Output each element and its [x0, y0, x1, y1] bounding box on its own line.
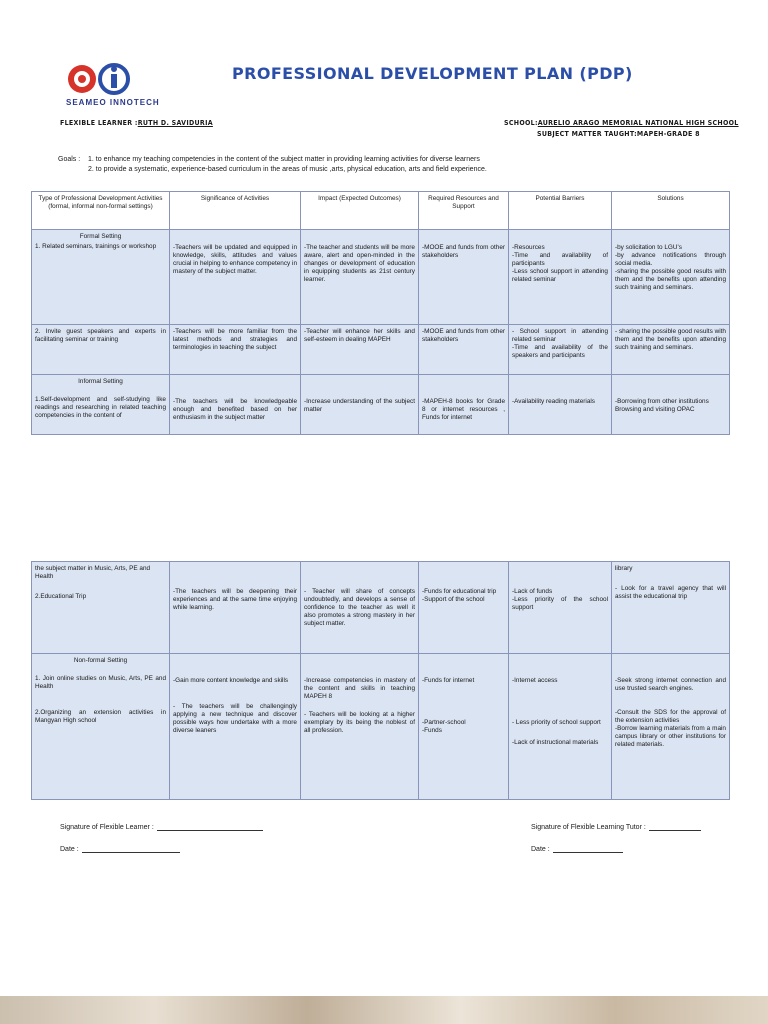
- resource-item: -Support of the school: [422, 596, 485, 603]
- resources-cell: [419, 654, 509, 800]
- barrier-item: - Less priority of school support: [512, 719, 601, 726]
- table-row: [32, 562, 730, 654]
- tutor-date-label: Date :: [531, 846, 550, 853]
- barrier-item: -Lack of instructional materials: [512, 739, 599, 746]
- resource-item: -Funds for educational trip: [422, 588, 497, 595]
- significance-cell: -The teachers will be knowledgeable enough and benefited based on her enthusiasm in the subject matter: [170, 375, 301, 435]
- goals: [58, 155, 487, 175]
- seameo-logo: [64, 62, 160, 112]
- tutor-signature: [531, 823, 701, 831]
- section-label-formal: Formal Setting: [79, 233, 122, 240]
- solutions-cell: [612, 230, 730, 325]
- learner-date-line[interactable]: [82, 845, 180, 853]
- solution-item: -sharing the possible good results with them and the benefits upon attending such training and seminars.: [615, 268, 726, 291]
- impact-item: - Teachers will be looking at a higher exemplary by its being the noblest of all profession.: [304, 711, 415, 734]
- significance-cell: -The teachers will be deepening their experiences and at the same time enjoying while learning.: [170, 562, 301, 654]
- activity-text: 2.Educational Trip: [35, 593, 87, 600]
- activity-text: 1. Related seminars, trainings or workshop: [35, 243, 157, 250]
- type-cell: [32, 230, 170, 325]
- significance-item: - The teachers will be challengingly applying a new technique and discover possible ways how undertake with a more diverse leaners: [173, 703, 297, 734]
- impact-cell: - Teacher will share of concepts undoubtedly, and develops a sense of confidence to the teacher as well it also promotes a strong mastery in her subject matter.: [301, 562, 419, 654]
- barriers-cell: [509, 562, 612, 654]
- goal-2: 2. to provide a systematic, experience-based curriculum in the areas of music ,arts, physical education, arts and field experience.: [88, 166, 487, 173]
- solution-continued: library: [615, 565, 633, 572]
- subject-label: SUBJECT MATTER TAUGHT:: [537, 130, 637, 138]
- barrier-item: -Lack of funds: [512, 588, 553, 595]
- impact-item: -Increase competencies in mastery of the content and skills in teaching MAPEH 8: [304, 677, 415, 700]
- barrier-item: -Less priority of the school support: [512, 596, 608, 611]
- table-row: [32, 654, 730, 800]
- school-name: AURELIO ARAGO MEMORIAL NATIONAL HIGH SCHOOL: [537, 119, 739, 127]
- barriers-cell: [509, 654, 612, 800]
- solution-item: Browsing and visiting OPAC: [615, 406, 695, 413]
- resource-item: -Funds for internet: [422, 677, 475, 684]
- goals-label: Goals :: [58, 156, 81, 163]
- header-impact: Impact (Expected Outcomes): [301, 192, 419, 230]
- learner-date-label: Date :: [60, 846, 79, 853]
- activity-text: 1.Self-development and self-studying like readings and researching in related teaching competencies in the content of: [35, 396, 166, 419]
- header-resources: Required Resources and Support: [419, 192, 509, 230]
- barrier-item: -Time and availability of the speakers and participants: [512, 344, 608, 359]
- activity-text: 2.Organizing an extension activities in Mangyan High school: [35, 709, 166, 724]
- resources-cell: -MOOE and funds from other stakeholders: [419, 230, 509, 325]
- type-cell: [32, 562, 170, 654]
- barrier-item: -Less school support in attending related seminar: [512, 268, 608, 283]
- solutions-cell: - sharing the possible good results with them and the benefits upon attending such training and seminars.: [612, 325, 730, 375]
- barriers-cell: [509, 325, 612, 375]
- page-title: PROFESSIONAL DEVELOPMENT PLAN (PDP): [232, 64, 633, 83]
- footer-decoration: [0, 996, 768, 1024]
- solutions-cell: [612, 654, 730, 800]
- impact-cell: [301, 654, 419, 800]
- solution-item: -by solicitation to LGU's: [615, 244, 682, 251]
- significance-cell: -Teachers will be updated and equipped in knowledge, skills, attitudes and values crucial in helping to enhance competency in mastery of the subject matter.: [170, 230, 301, 325]
- table-row: [32, 230, 730, 325]
- tutor-date-line[interactable]: [553, 845, 623, 853]
- impact-cell: -Teacher will enhance her skills and self-esteem in dealing MAPEH: [301, 325, 419, 375]
- learner-date: [60, 845, 180, 853]
- solution-item: -Seek strong internet connection and use trusted search engines.: [615, 677, 726, 692]
- section-label-informal: Informal Setting: [78, 378, 123, 385]
- solution-item: -Consult the SDS for the approval of the extension activities: [615, 709, 726, 724]
- table-row: [32, 325, 730, 375]
- tutor-signature-line[interactable]: [649, 823, 701, 831]
- impact-cell: -The teacher and students will be more aware, alert and open-minded in the changes or development of education in equipping students as 21st century learner.: [301, 230, 419, 325]
- pdp-table-2: [31, 561, 730, 800]
- logo-text: SEAMEO INNOTECH: [66, 98, 160, 107]
- header-significance: Significance of Activities: [170, 192, 301, 230]
- learner-name: RUTH D. SAVIDURIA: [137, 119, 213, 127]
- solutions-cell: [612, 375, 730, 435]
- pdp-table-1: [31, 191, 730, 435]
- subject-value: MAPEH-GRADE 8: [636, 130, 700, 138]
- resource-item: -Partner-school: [422, 719, 466, 726]
- tutor-signature-label: Signature of Flexible Learning Tutor :: [531, 824, 646, 831]
- solution-item: -Borrow learning materials from a main campus library or other institutions for related materials.: [615, 725, 726, 748]
- table-header-row: [32, 192, 730, 230]
- section-label-nonformal: Non-formal Setting: [73, 657, 128, 664]
- barriers-cell: -Availability reading materials: [509, 375, 612, 435]
- tutor-date: [531, 845, 623, 853]
- type-cell: [32, 654, 170, 800]
- learner-label: FLEXIBLE LEARNER :: [60, 119, 138, 127]
- barrier-item: -Time and availability of participants: [512, 252, 608, 267]
- type-cell: [32, 375, 170, 435]
- resources-cell: -MOOE and funds from other stakeholders: [419, 325, 509, 375]
- barrier-item: - School support in attending related seminar: [512, 328, 608, 343]
- learner-signature-label: Signature of Flexible Learner :: [60, 824, 154, 831]
- significance-item: -Gain more content knowledge and skills: [173, 677, 289, 684]
- impact-cell: -Increase understanding of the subject matter: [301, 375, 419, 435]
- type-cell: 2. Invite guest speakers and experts in facilitating seminar or training: [32, 325, 170, 375]
- header-type: Type of Professional Development Activities (formal, informal non-formal settings): [32, 192, 170, 230]
- barriers-cell: [509, 230, 612, 325]
- resource-item: -Funds: [422, 727, 442, 734]
- activity-text: 1. Join online studies on Music, Arts, PE and Health: [35, 675, 166, 690]
- solution-item: -Borrowing from other institutions: [615, 398, 709, 405]
- solutions-cell: [612, 562, 730, 654]
- resources-cell: [419, 562, 509, 654]
- barrier-item: -Internet access: [512, 677, 558, 684]
- flexible-learner: [60, 119, 213, 127]
- significance-cell: -Teachers will be more familiar from the latest methods and strategies and terminologies in teaching the subject: [170, 325, 301, 375]
- subject-taught: [537, 130, 700, 138]
- barrier-item: -Resources: [512, 244, 545, 251]
- resources-cell: -MAPEH-8 books for Grade 8 or internet resources , Funds for internet: [419, 375, 509, 435]
- learner-signature-line[interactable]: [157, 823, 263, 831]
- school: [504, 119, 739, 127]
- table-row: [32, 375, 730, 435]
- school-label: SCHOOL:: [504, 119, 538, 127]
- header-barriers: Potential Barriers: [509, 192, 612, 230]
- significance-cell: [170, 654, 301, 800]
- learner-signature: [60, 823, 263, 831]
- header-solutions: Solutions: [612, 192, 730, 230]
- solution-item: -by advance notifications through social media.: [615, 252, 726, 267]
- goal-1: 1. to enhance my teaching competencies in the content of the subject matter in providing learning activities for diverse learners: [88, 156, 480, 163]
- solution-item: - Look for a travel agency that will assist the educational trip: [615, 585, 726, 600]
- activity-continued: the subject matter in Music, Arts, PE and Health: [35, 565, 151, 580]
